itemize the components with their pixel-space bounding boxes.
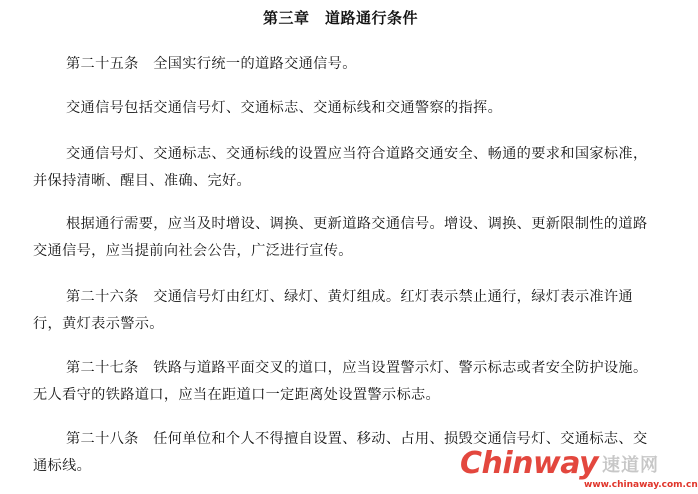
watermark-brand: Chinway xyxy=(460,446,599,481)
chapter-title: 第三章 道路通行条件 xyxy=(262,9,418,27)
site-watermark xyxy=(456,444,698,494)
article-27-paragraph: 第二十七条 铁路与道路平面交叉的道口，应当设置警示灯、警示标志或者安全防护设施。无人看守的铁路道口，应当在距道口一定距离处设置警示标志。 xyxy=(33,360,648,403)
traffic-signals-definition-paragraph: 交通信号包括交通信号灯、交通标志、交通标线和交通警察的指挥。 xyxy=(66,100,503,116)
watermark-url: www.chinaway.com.cn xyxy=(584,480,698,490)
article-26-paragraph: 第二十六条 交通信号灯由红灯、绿灯、黄灯组成。红灯表示禁止通行，绿灯表示准许通行，黄灯表示警示。 xyxy=(33,289,633,332)
signal-updates-paragraph: 根据通行需要，应当及时增设、调换、更新道路交通信号。增设、调换、更新限制性的道路交通信号，应当提前向社会公告，广泛进行宣传。 xyxy=(33,216,648,259)
article-25-paragraph: 第二十五条 全国实行统一的道路交通信号。 xyxy=(66,56,357,72)
article-28-paragraph: 第二十八条 任何单位和个人不得擅自设置、移动、占用、损毁交通信号灯、交通标志、交通标线。 xyxy=(33,431,648,474)
watermark-chinese-name: 速道网 xyxy=(602,455,659,476)
signal-standards-paragraph: 交通信号灯、交通标志、交通标线的设置应当符合道路交通安全、畅通的要求和国家标准，并保持清晰、醒目、准确、完好。 xyxy=(33,146,648,189)
